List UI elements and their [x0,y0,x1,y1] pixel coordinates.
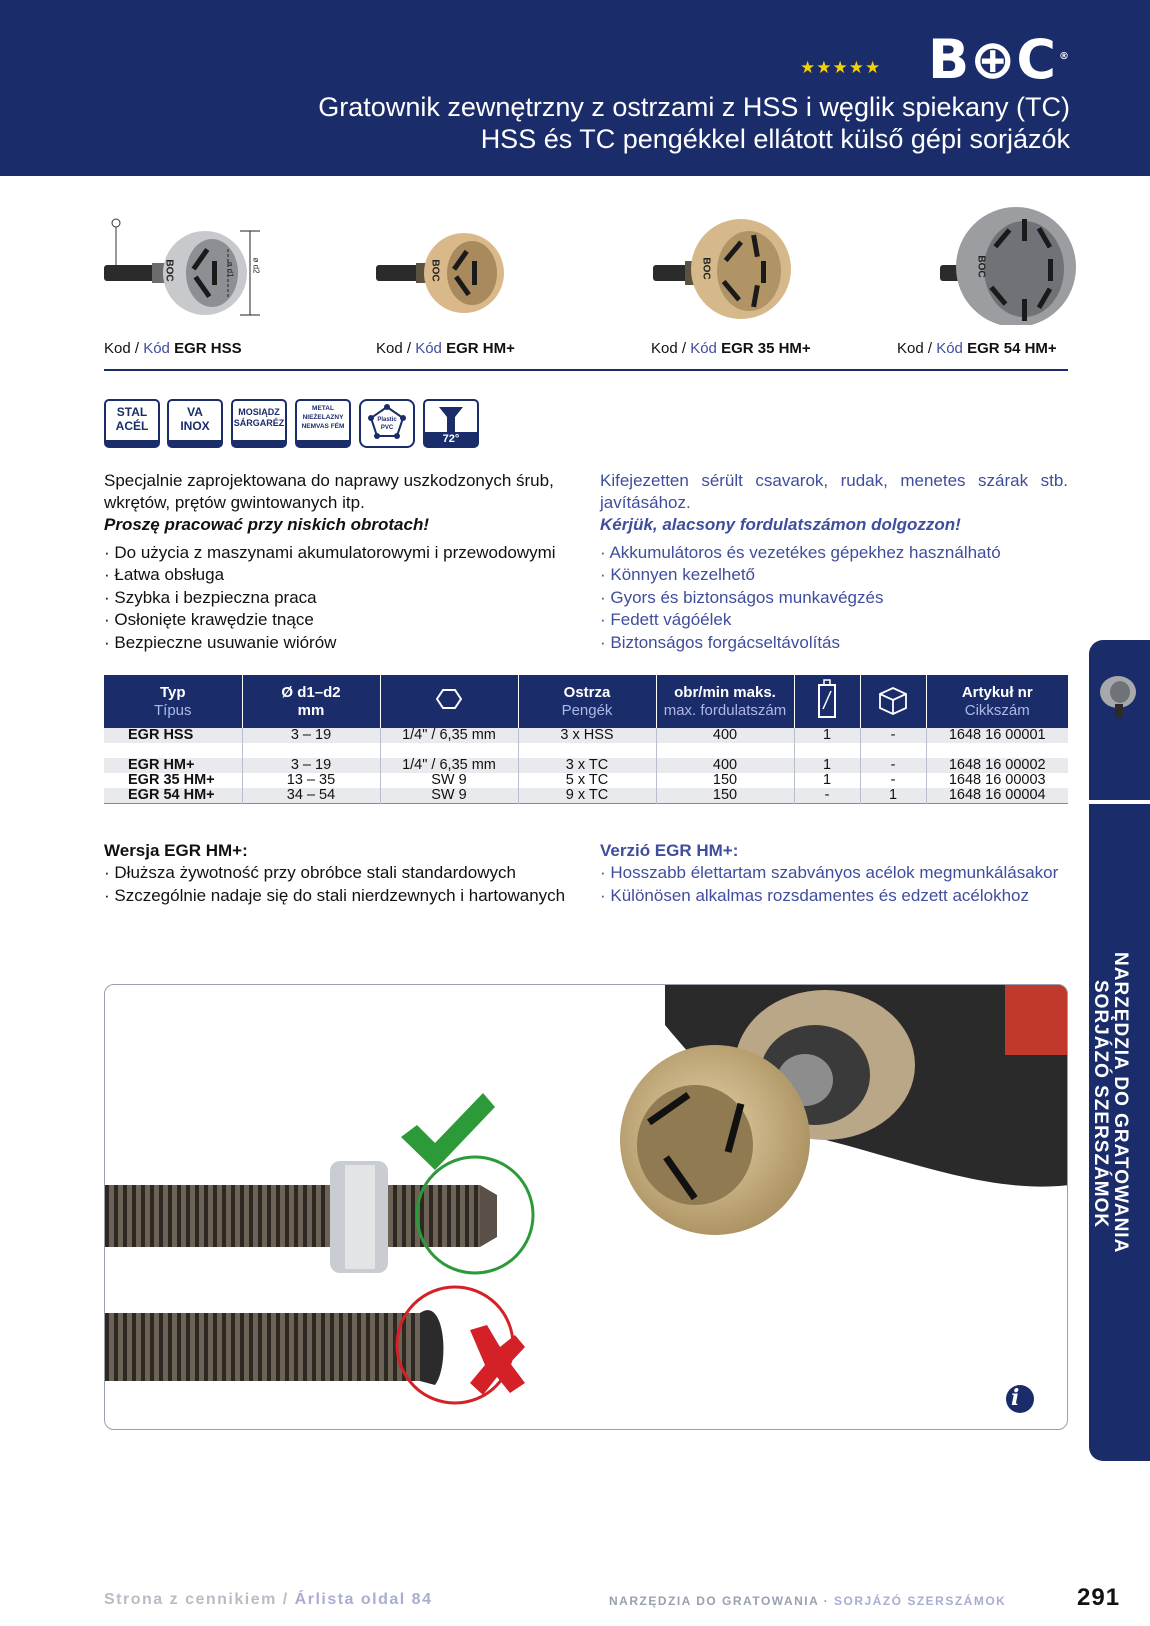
side-label-polish: NARZĘDZIA DO GRATOWANIA [1110,952,1131,1254]
table-row: EGR HM+ 3 – 19 1/4" / 6,35 mm 3 x TC 400 1 - 1648 16 00002 [104,758,1068,773]
brand-mark: BOC [429,259,441,282]
price-list-reference [104,1591,432,1609]
side-tab-thumbnail[interactable] [1089,640,1150,800]
code-value: EGR HM+ [441,340,515,357]
material-brass-icon [231,399,287,448]
mat-line2: SÁRGARÉZ [233,418,285,428]
list-item: · Akkumulátoros és vezetékes gépekhez használható [600,543,1001,562]
desc-text: Kifejezetten sérült csavarok, rudak, menetes szárak stb. javításához. [600,471,1068,512]
header-type: Typ Típus [104,675,242,728]
features-polish [104,542,584,654]
mat-line3: NEMVAS FÉM [301,423,345,430]
usage-photo [104,984,1068,1430]
material-plastic-icon [359,399,415,448]
product-code-egr-54 [897,340,1057,357]
list-item: · Szybka i bezpieczna praca [104,587,317,607]
table-row: EGR HSS 3 – 19 1/4" / 6,35 mm 3 x HSS 400 1 - 1648 16 00001 [104,728,1068,743]
list-item: · Łatwa obsługa [104,565,225,585]
desc-line: wkrętów, prętów gwintowanych itp. [104,493,365,512]
divider [104,369,1068,371]
box-icon [874,682,912,716]
brand-mark: BOC [700,257,712,280]
code-prefix-hu: Kód [415,340,442,357]
material-inox-icon [167,399,223,448]
version-title: Wersja EGR HM+: [104,841,248,860]
page-header [0,0,1150,176]
mat-line2: ACÉL [115,419,149,433]
list-item: · Könnyen kezelhető [600,565,755,585]
code-value: EGR 54 HM+ [962,340,1057,357]
list-item: · Hosszabb élettartam szabványos acélok megmunkálásakor [600,863,1059,883]
list-item: · Osłonięte krawędzie tnące [104,610,314,630]
mat-line1: 72° [442,433,460,445]
list-item: · Gyors és biztonságos munkavégzés [600,587,884,607]
product-table [104,675,1068,804]
list-item: · Do użycia z maszynami akumulatorowymi i przewodowymi [104,543,556,562]
deburring-illustration [105,985,1068,1430]
mat-line1: STAL [116,405,148,419]
footer-category-hu: SORJÁZÓ SZERSZÁMOK [834,1594,1007,1608]
mat-line2: INOX [180,419,210,433]
mat-line2: PVC [380,425,394,431]
list-item: · Fedett vágóélek [600,610,732,630]
product-image-egr-hss [100,205,300,325]
product-drawing [645,205,845,325]
header-diameter: Ø d1–d2 mm [242,675,380,728]
list-item: · Különösen alkalmas rozsdamentes és edzett acélokhoz [600,885,1030,905]
product-code-egr-35 [651,340,811,357]
code-prefix: Kod / [376,340,416,357]
rating-stars: ★★★★★ [800,58,882,77]
code-value: EGR 35 HM+ [716,340,811,357]
boc-logo [928,28,1070,91]
features-hungarian [600,542,1070,654]
countersink-72-icon [423,399,479,448]
table-row: EGR 35 HM+ 13 – 35 SW 9 5 x TC 150 1 - 1648 16 00003 [104,773,1068,788]
code-prefix-hu: Kód [143,340,170,357]
product-drawing [930,205,1090,325]
mat-line2: NIEŻELAZNY [302,414,344,421]
version-polish [104,840,584,907]
product-image-egr-54 [930,205,1090,325]
list-item: · Bezpieczne usuwanie wiórów [104,632,337,652]
title-polish: Gratownik zewnętrzny z ostrzami z HSS i węglik spiekany (TC) [318,92,1070,122]
code-prefix: Kod / [897,340,937,357]
hexagon-icon [436,687,462,711]
product-drawing [370,205,570,325]
footer-category [609,1594,1006,1608]
d1-label: ø d1 [225,261,235,278]
material-nonferrous-icon [295,399,351,448]
product-image-egr-35 [645,205,845,325]
d2-label: ø d2 [251,257,261,274]
mat-line1: VA [187,405,203,419]
desc-line: Specjalnie zaprojektowana do naprawy uszkodzonych śrub, [104,471,554,490]
product-image-egr-hm [370,205,570,325]
header-hex-shank [380,675,518,728]
low-speed-warning: Kérjük, alacsony fordulatszámon dolgozzon! [600,515,961,534]
info-icon[interactable]: i [1011,1385,1020,1411]
brand-mark: BOC [975,255,987,278]
mat-line1: METAL [312,405,334,412]
blister-pack-icon [816,679,838,719]
material-steel-icon [104,399,160,448]
table-row: EGR 54 HM+ 34 – 54 SW 9 9 x TC 150 - 1 1648 16 00004 [104,788,1068,804]
footer-hu: Árlista oldal 84 [294,1591,433,1608]
header-article: Artykuł nr Cikkszám [926,675,1068,728]
footer-pl: Strona z cennikiem / [104,1591,295,1608]
code-prefix: Kod / [104,340,144,357]
code-prefix-hu: Kód [690,340,717,357]
header-blades: Ostrza Pengék [518,675,656,728]
list-item: · Biztonságos forgácseltávolítás [600,632,841,652]
side-label-hungarian: SORJÁZÓ SZERSZÁMOK [1090,980,1111,1229]
table-header-row [104,675,1068,728]
product-drawing [100,205,300,325]
mat-line1: Plastic [377,417,397,423]
version-hungarian [600,840,1070,907]
version-title: Verzió EGR HM+: [600,841,739,860]
logo-text: B⊕C [927,28,1057,91]
product-code-egr-hm [376,340,515,357]
header-box [860,675,926,728]
screw-icon [425,403,477,435]
header-max-rpm: obr/min maks. max. fordulatszám [656,675,794,728]
page-number: 291 [1077,1584,1121,1611]
footer-category-pl: NARZĘDZIA DO GRATOWANIA · [609,1594,834,1608]
code-value: EGR HSS [169,340,242,357]
code-prefix-hu: Kód [936,340,963,357]
title-hungarian: HSS és TC pengékkel ellátott külső gépi sorjázók [480,124,1070,154]
deburrer-thumbnail-icon [1089,640,1150,800]
header-blister [794,675,860,728]
mat-line1: MOSIĄDZ [238,407,280,417]
side-tab-section[interactable] [1089,804,1150,1461]
product-code-egr-hss [104,340,242,357]
registered-mark: ® [1059,51,1070,62]
low-speed-warning: Proszę pracować przy niskich obrotach! [104,515,429,534]
list-item: · Dłuższa żywotność przy obróbce stali standardowych [104,863,516,883]
table-row-spacer [104,743,1068,758]
description-hungarian [600,470,1068,536]
description-polish [104,470,574,536]
code-prefix: Kod / [651,340,691,357]
brand-mark: BOC [163,259,175,282]
list-item: · Szczególnie nadaje się do stali nierdzewnych i hartowanych [104,885,566,905]
